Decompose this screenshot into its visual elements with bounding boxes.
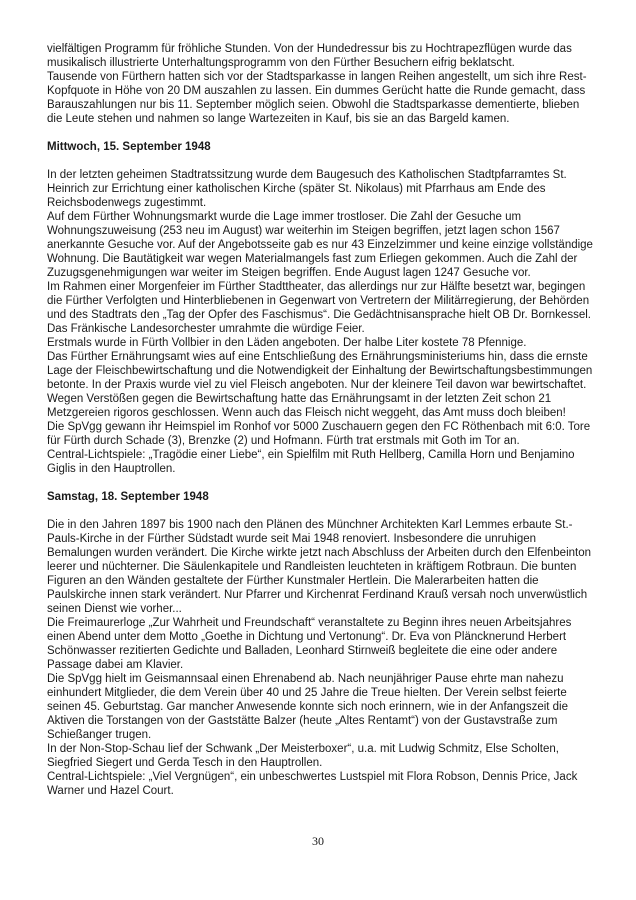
page-number: 30 [312, 834, 324, 848]
paragraph: Die SpVgg gewann ihr Heimspiel im Ronhof vor 5000 Zuschauern gegen den FC Röthenbach mit 6:0. Tore für Fürth durch Schade (3), Brenzke (2) und Hofmann. Fürth trat erstmals mit Goth im Tor an. [47, 421, 591, 447]
section-15-september [47, 140, 595, 476]
paragraph: Tausende von Fürthern hatten sich vor der Stadtsparkasse in langen Reihen angestellt, um sich ihre Rest-Kopfquote in Höhe von 20 DM auszahlen zu lassen. Ein dummes Gerücht hatte die Runde gemacht, dass Barauszahlungen nur bis 11. September möglich seien. Obwohl die Stadtsparkasse dementierte, blieben die Leute stehen und nahmen so lange Wartezeiten in Kauf, bis sie an das Bargeld kamen. [47, 71, 587, 125]
section-heading: Mittwoch, 15. September 1948 [47, 141, 211, 153]
paragraph: Die Freimaurerloge „Zur Wahrheit und Freundschaft“ veranstaltete zu Beginn ihres neuen Arbeitsjahres einen Abend unter dem Motto „Goethe in Dichtung und Vertonung“. Dr. Eva von Pläncknerund Herbert Schönwasser rezitierten Gedichte und Balladen, Leonhard Stirnweiß begleitete die eine oder andere Passage dabei am Klavier. [47, 617, 572, 671]
paragraph: Central-Lichtspiele: „Viel Vergnügen“, ein unbeschwertes Lustspiel mit Flora Robson, Dennis Price, Jack Warner und Hazel Court. [47, 771, 578, 797]
page-body [47, 42, 595, 798]
section-heading: Samstag, 18. September 1948 [47, 491, 209, 503]
paragraph: Die SpVgg hielt im Geismannsaal einen Ehrenabend ab. Nach neunjähriger Pause ehrte man nahezu einhundert Mitglieder, die dem Verein über 40 und 25 Jahre die Treue hielten. Der Verein selbst feierte seinen 45. Geburtstag. Gar mancher Anwesende konnte sich noch erinnern, wie in der Anfangszeit die Aktiven die Torstangen von der Gaststätte Balzer (heute „Altes Rentamt“) von der Gustavstraße zum Schießanger trugen. [47, 673, 569, 741]
paragraph: Erstmals wurde in Fürth Vollbier in den Läden angeboten. Der halbe Liter kostete 78 Pfennige. [47, 337, 527, 349]
paragraph: In der letzten geheimen Stadtratssitzung wurde dem Baugesuch des Katholischen Stadtpfarramtes St. Heinrich zur Errichtung einer katholischen Kirche (später St. Nikolaus) mit Pfarrhaus am Ende des Reichsbodenwegs zugestimmt. [47, 169, 567, 209]
paragraph: Im Rahmen einer Morgenfeier im Fürther Stadttheater, das allerdings nur zur Hälfte besetzt war, begingen die Fürther Verfolgten und Hinterbliebenen in Gegenwart von Vertretern der Militärregierung, der Behörden und des Stadtrats den „Tag der Opfer des Faschismus“. Die Gedächtnisansprache hielt OB Dr. Bornkessel. Das Fränkische Landesorchester umrahmte die würdige Feier. [47, 281, 591, 335]
paragraph: Auf dem Fürther Wohnungsmarkt wurde die Lage immer trostloser. Die Zahl der Gesuche um Wohnungszuweisung (253 neu im August) war weiterhin im Steigen begriffen, jetzt lagen schon 1567 anerkannte Gesuche vor. Auf der Angebotsseite gab es nur 43 Einzelzimmer und keine einzige vollständige Wohnung. Die Bautätigkeit war wegen Materialmangels fast zum Erliegen gekommen. Auch die Zahl der Zuzugsgenehmigungen war weiter im Steigen begriffen. Ende August lagen 1247 Gesuche vor. [47, 211, 593, 279]
section-continuation [47, 42, 595, 126]
paragraph: Das Fürther Ernährungsamt wies auf eine Entschließung des Ernährungsministeriums hin, dass die ernste Lage der Fleischbewirtschaftung und die Notwendigkeit der Einhaltung der Bewirtschaftungsbestimmungen betonte. In der Praxis wurde viel zu viel Fleisch angeboten. Nur der kleinere Teil davon war bewirtschaftet. Wegen Verstößen gegen die Bewirtschaftung hatte das Ernährungsamt in der letzten Zeit schon 21 Metzgereien rigoros geschlossen. Wenn auch das Fleisch nicht weggeht, das Amt muss doch bleiben! [47, 351, 593, 419]
paragraph: Die in den Jahren 1897 bis 1900 nach den Plänen des Münchner Architekten Karl Lemmes erbaute St.-Pauls-Kirche in der Fürther Südstadt wurde seit Mai 1948 renoviert. Insbesondere die unruhigen Bemalungen wurden verändert. Die Kirche wirkte jetzt nach Abschluss der Arbeiten durch den Elfenbeinton leerer und nüchterner. Die Säulenkapitele und Randleisten leuchteten in kräftigem Rotbraun. Die bunten Figuren an den Wänden gestaltete der Fürther Kunstmaler Hertlein. Die Malerarbeiten hatten die Paulskirche innen stark verändert. Nur Pfarrer und Kirchenrat Ferdinand Krauß versah noch unverwüstlich seinen Dienst wie vorher... [47, 519, 592, 615]
paragraph: Central-Lichtspiele: „Tragödie einer Liebe“, ein Spielfilm mit Ruth Hellberg, Camilla Horn und Benjamino Giglis in den Hauptrollen. [47, 449, 575, 475]
paragraph: vielfältigen Programm für fröhliche Stunden. Von der Hundedressur bis zu Hochtrapezflügen wurde das musikalisch illustrierte Unterhaltungsprogramm von den Fürther Besuchern eifrig beklatscht. [47, 43, 572, 69]
section-18-september [47, 490, 595, 798]
paragraph: In der Non-Stop-Schau lief der Schwank „Der Meisterboxer“, u.a. mit Ludwig Schmitz, Else Scholten, Siegfried Siegert und Gerda Tesch in den Hauptrollen. [47, 743, 559, 769]
